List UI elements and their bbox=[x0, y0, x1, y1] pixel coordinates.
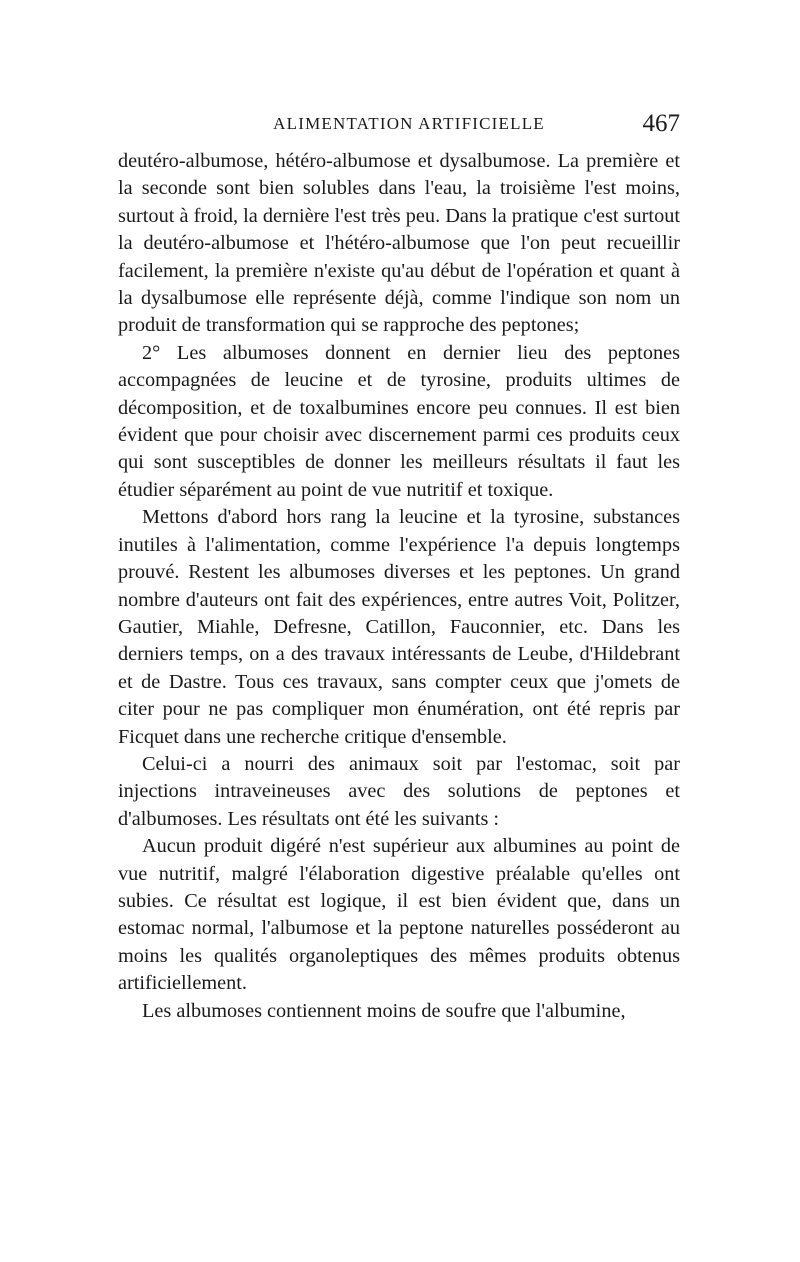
paragraph-5: Aucun produit digéré n'est supérieur aux albumines au point de vue nutritif, malgré l'élaboration digestive préalable qu'elles ont subies. Ce résultat est logique, il est bien évident que, dans un estomac normal, l'albumose et la peptone naturelles posséderont au moins les qualités organoleptiques des mêmes produits obtenus artificiellement. bbox=[118, 835, 680, 995]
paragraph-3: Mettons d'abord hors rang la leucine et la tyrosine, substances inutiles à l'alimentation, comme l'expérience l'a depuis longtemps prouvé. Restent les albumoses diverses et les peptones. Un grand nombre d'auteurs ont fait des expériences, entre autres Voit, Politzer, Gautier, Miahle, Defresne, Catillon, Fauconnier, etc. Dans les derniers temps, on a des travaux intéressants de Leube, d'Hildebrant et de Dastre. Tous ces travaux, sans compter ceux que j'omets de citer pour ne pas compliquer mon énumération, ont été repris par Ficquet dans une recherche critique d'ensemble. bbox=[118, 506, 680, 748]
page-number: 467 bbox=[642, 110, 680, 137]
paragraph-6: Les albumoses contiennent moins de soufre que l'albumine, bbox=[142, 999, 626, 1022]
paragraph-4: Celui-ci a nourri des animaux soit par l'estomac, soit par injections intraveineuses avec des solutions de peptones et d'albumoses. Les résultats ont été les suivants : bbox=[118, 752, 680, 830]
body-text bbox=[118, 148, 680, 1025]
running-title: ALIMENTATION ARTIFICIELLE bbox=[273, 114, 545, 133]
paragraph-1: deutéro-albumose, hétéro-albumose et dysalbumose. La première et la seconde sont bien solubles dans l'eau, la troisième l'est moins, surtout à froid, la dernière l'est très peu. Dans la pratique c'est surtout la deutéro-albumose et l'hétéro-albumose que l'on peut recueillir facilement, la première n'existe qu'au début de l'opération et quant à la dysalbumose elle représente déjà, comme l'indique son nom un produit de transformation qui se rapproche des peptones; bbox=[118, 150, 680, 337]
running-head bbox=[118, 110, 680, 144]
paragraph-2: 2° Les albumoses donnent en dernier lieu des peptones accompagnées de leucine et de tyrosine, produits ultimes de décomposition, et de toxalbumines encore peu connues. Il est bien évident que pour choisir avec discernement parmi ces produits ceux qui sont susceptibles de donner les meilleurs résultats il faut les étudier séparément au point de vue nutritif et toxique. bbox=[118, 341, 680, 501]
